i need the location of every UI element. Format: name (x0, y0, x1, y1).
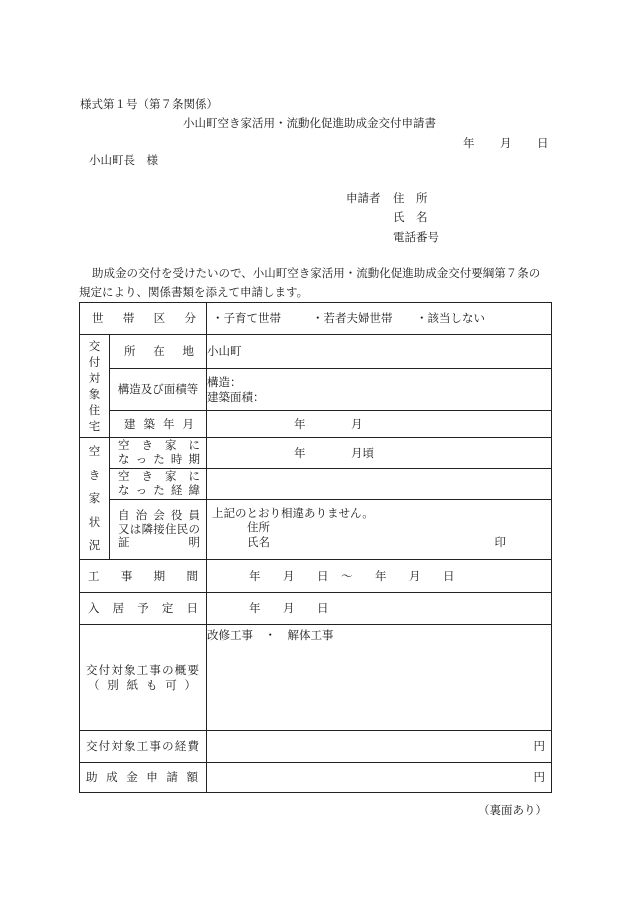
vacancy-reason-row (80, 469, 552, 500)
certification-statement: 上記のとおり相違ありません。 (212, 506, 374, 520)
cost-value[interactable] (207, 731, 552, 763)
date-month-label: 月 (500, 136, 512, 150)
vacancy-since-value[interactable]: 年 月頃 (207, 438, 552, 469)
work-summary-value[interactable] (207, 625, 552, 731)
built-value[interactable]: 年 月 (207, 411, 552, 438)
structure-line: 構造： (207, 375, 242, 390)
vacancy-reason-value[interactable] (207, 469, 552, 500)
household-row (80, 303, 552, 335)
move-in-row (80, 593, 552, 625)
location-value[interactable]: 小山町 (207, 335, 552, 369)
form-number: 様式第１号（第７条関係） (80, 97, 218, 111)
household-options[interactable]: ・子育て世帯 ・若者夫婦世帯 ・該当しない (207, 303, 552, 335)
grant-unit: 円 (533, 770, 545, 785)
structure-row (80, 369, 552, 411)
application-form-table (79, 302, 552, 793)
vacancy-since-label: 空き家に なった時期 (110, 438, 207, 469)
vacancy-since-row (80, 438, 552, 469)
certification-row (80, 500, 552, 560)
certification-label: 自治会役員 又は隣接住民の 証 明 (110, 500, 207, 560)
area-line: 建築面積： (207, 389, 265, 404)
grant-value[interactable] (207, 763, 552, 793)
construction-period-row (80, 560, 552, 593)
addressee: 小山町長 様 (89, 153, 158, 167)
construction-period-label: 工 事 期 間 (80, 560, 207, 593)
intro-line-2: 規定により、関係書類を添えて申請します。 (79, 285, 309, 299)
applicant-phone-label: 電話番号 (393, 230, 439, 244)
applicant-label: 申請者 (346, 191, 381, 205)
applicant-name-label: 氏 名 (393, 210, 428, 224)
applicant-address-label: 住 所 (393, 191, 428, 205)
construction-period-value[interactable]: 年 月 日 ～ 年 月 日 (207, 560, 552, 593)
reverse-side-note: （裏面あり） (478, 803, 547, 817)
built-row (80, 411, 552, 438)
structure-label: 構造及び面積等 (110, 369, 207, 411)
work-type-options: 改修工事 ・ 解体工事 (207, 628, 334, 642)
cost-label: 交付対象工事の経費 (80, 731, 207, 763)
location-row (80, 335, 552, 369)
intro-line-1: 助成金の交付を受けたいので、小山町空き家活用・流動化促進助成金交付要綱第７条の (92, 266, 541, 280)
built-label: 建 築 年 月 (110, 411, 207, 438)
date-year-label: 年 (463, 136, 475, 150)
work-summary-label: 交付対象工事の概要 （別紙も可） (80, 625, 207, 731)
date-day-label: 日 (537, 136, 549, 150)
certification-name-label: 氏名 (247, 534, 270, 549)
cost-unit: 円 (533, 739, 545, 754)
work-summary-row (80, 625, 552, 731)
grant-row (80, 763, 552, 793)
certification-address-label: 住所 (247, 520, 270, 535)
seal-mark: 印 (494, 534, 506, 549)
grant-label: 助成金申請額 (80, 763, 207, 793)
structure-value[interactable] (207, 369, 552, 411)
document-title: 小山町空き家活用・流動化促進助成金交付申請書 (183, 116, 436, 130)
certification-value[interactable] (207, 500, 552, 560)
vacancy-reason-label: 空き家に なった経緯 (110, 469, 207, 500)
move-in-label: 入 居 予 定 日 (80, 593, 207, 625)
location-label: 所 在 地 (110, 335, 207, 369)
vacancy-group-label: 空 き 家 状 況 (80, 438, 110, 560)
household-label: 世 帯 区 分 (80, 303, 207, 335)
move-in-value[interactable]: 年 月 日 (207, 593, 552, 625)
cost-row (80, 731, 552, 763)
target-house-group-label: 交 付 対 象 住 宅 (80, 335, 110, 438)
